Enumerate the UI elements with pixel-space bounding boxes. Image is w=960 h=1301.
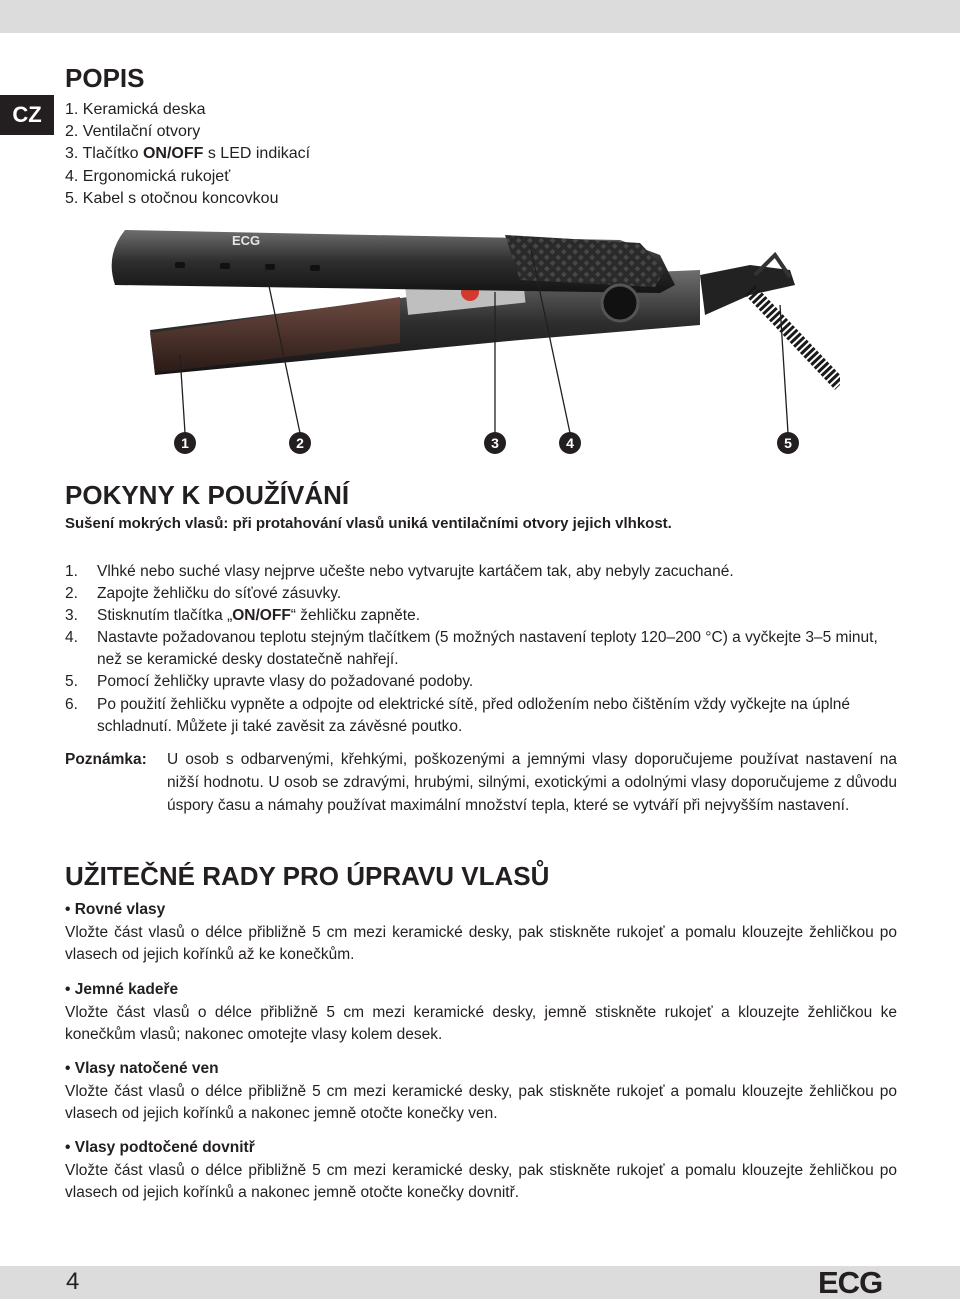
section-title-rady: UŽITEČNÉ RADY PRO ÚPRAVU VLASŮ [65, 861, 550, 891]
tip-title: • Vlasy natočené ven [65, 1060, 219, 1077]
language-tab: CZ [0, 95, 54, 135]
instruction-step: 2. Zapojte žehličku do síťové zásuvky. [65, 585, 342, 603]
vent-hole [220, 263, 230, 269]
instruction-step: 1. Vlhké nebo suché vlasy nejprve učešte nebo vytvarujte kartáčem tak, aby nebyly zacuchané. [65, 563, 734, 580]
tip-title: • Jemné kadeře [65, 981, 179, 998]
instructions-list [65, 561, 897, 738]
callout-5: 5 [784, 435, 792, 451]
section-title-popis: POPIS [65, 63, 145, 93]
power-cord [750, 290, 840, 385]
tip-block [65, 979, 897, 1047]
bottom-bar [0, 1266, 960, 1299]
tip-block [65, 1058, 897, 1126]
tip-block [65, 899, 897, 967]
note-block [65, 748, 897, 817]
instruction-step: 5. Pomocí žehličky upravte vlasy do požadované podoby. [65, 673, 474, 691]
instructions-lead: Sušení mokrých vlasů: při protahování vlasů uniká ventilačními otvory jejich vlhkost. [65, 515, 672, 532]
callout-4: 4 [566, 435, 574, 451]
parts-list-item: 4. Ergonomická rukojeť [65, 167, 231, 185]
section-title-pokyny: POKYNY K POUŽÍVÁNÍ [65, 480, 350, 510]
parts-list-item: 5. Kabel s otočnou koncovkou [65, 189, 279, 207]
device-brand: ECG [232, 233, 261, 248]
on-off-button [602, 285, 638, 321]
parts-list [65, 99, 310, 210]
tip-title: • Rovné vlasy [65, 901, 166, 918]
page-number: 4 [66, 1268, 80, 1295]
hair-straightener-illustration [100, 215, 840, 475]
vent-hole [265, 264, 275, 270]
note-text: U osob s odbarvenými, křehkými, poškozenými a jemnými vlasy doporučujeme používat nastavení na nižší hodnotu. U osob se zdravými, hrubými, silnými, exotickými a odolnými vlasy doporučujeme z důvodu úspory času a námahy používat maximální množství tepla, které se vytváří při nejvyšším nastavení. [167, 751, 897, 814]
callout-2: 2 [296, 435, 304, 451]
parts-list-item: 2. Ventilační otvory [65, 123, 201, 141]
vent-hole [310, 265, 320, 271]
top-bar [0, 0, 960, 33]
instruction-step: 6. Po použití žehličku vypněte a odpojte od elektrické sítě, před odložením nebo čištěním vždy vyčkejte na úplné schladnutí. Můžete ji také zavěsit za závěsné poutko. [65, 695, 851, 735]
note-label: Poznámka: [65, 751, 147, 768]
callout-1: 1 [181, 435, 189, 451]
ergonomic-grip [505, 235, 665, 287]
tip-text: Vložte část vlasů o délce přibližně 5 cm mezi keramické desky, pak stiskněte rukojeť a pomalu klouzejte žehličkou po vlasech od jejich kořínků a nakonec jemně otočte konečky dovnitř. [65, 1161, 897, 1201]
callout-3: 3 [491, 435, 499, 451]
parts-list-item: 3. Tlačítko ON/OFF s LED indikací [65, 145, 311, 163]
instruction-step: 4. Nastavte požadovanou teplotu stejným tlačítkem (5 možných nastavení teploty 120–200 °C) a vyčkejte 3–5 minut, než se keramické desky dostatečně nahřejí. [65, 629, 878, 669]
tip-title: • Vlasy podtočené dovnitř [65, 1139, 255, 1156]
tip-text: Vložte část vlasů o délce přibližně 5 cm mezi keramické desky, pak stiskněte rukojeť a pomalu klouzejte žehličkou po vlasech od jejich kořínků a nakonec jemně otočte konečky ven. [65, 1082, 897, 1122]
tip-text: Vložte část vlasů o délce přibližně 5 cm mezi keramické desky, pak stiskněte rukojeť a pomalu klouzejte žehličkou po vlasech od jejich kořínků až ke konečkům. [65, 923, 897, 963]
tip-block [65, 1137, 897, 1205]
parts-list-item: 1. Keramická deska [65, 101, 206, 118]
vent-hole [175, 262, 185, 268]
ecg-logo: ECG [818, 1265, 883, 1300]
tip-text: Vložte část vlasů o délce přibližně 5 cm mezi keramické desky, jemně stiskněte rukojeť a klouzejte žehličkou ke konečkům vlasů; nakonec omotejte vlasy kolem desek. [65, 1003, 897, 1043]
instruction-step: 3. Stisknutím tlačítka „ON/OFF“ žehličku zapněte. [65, 607, 421, 625]
